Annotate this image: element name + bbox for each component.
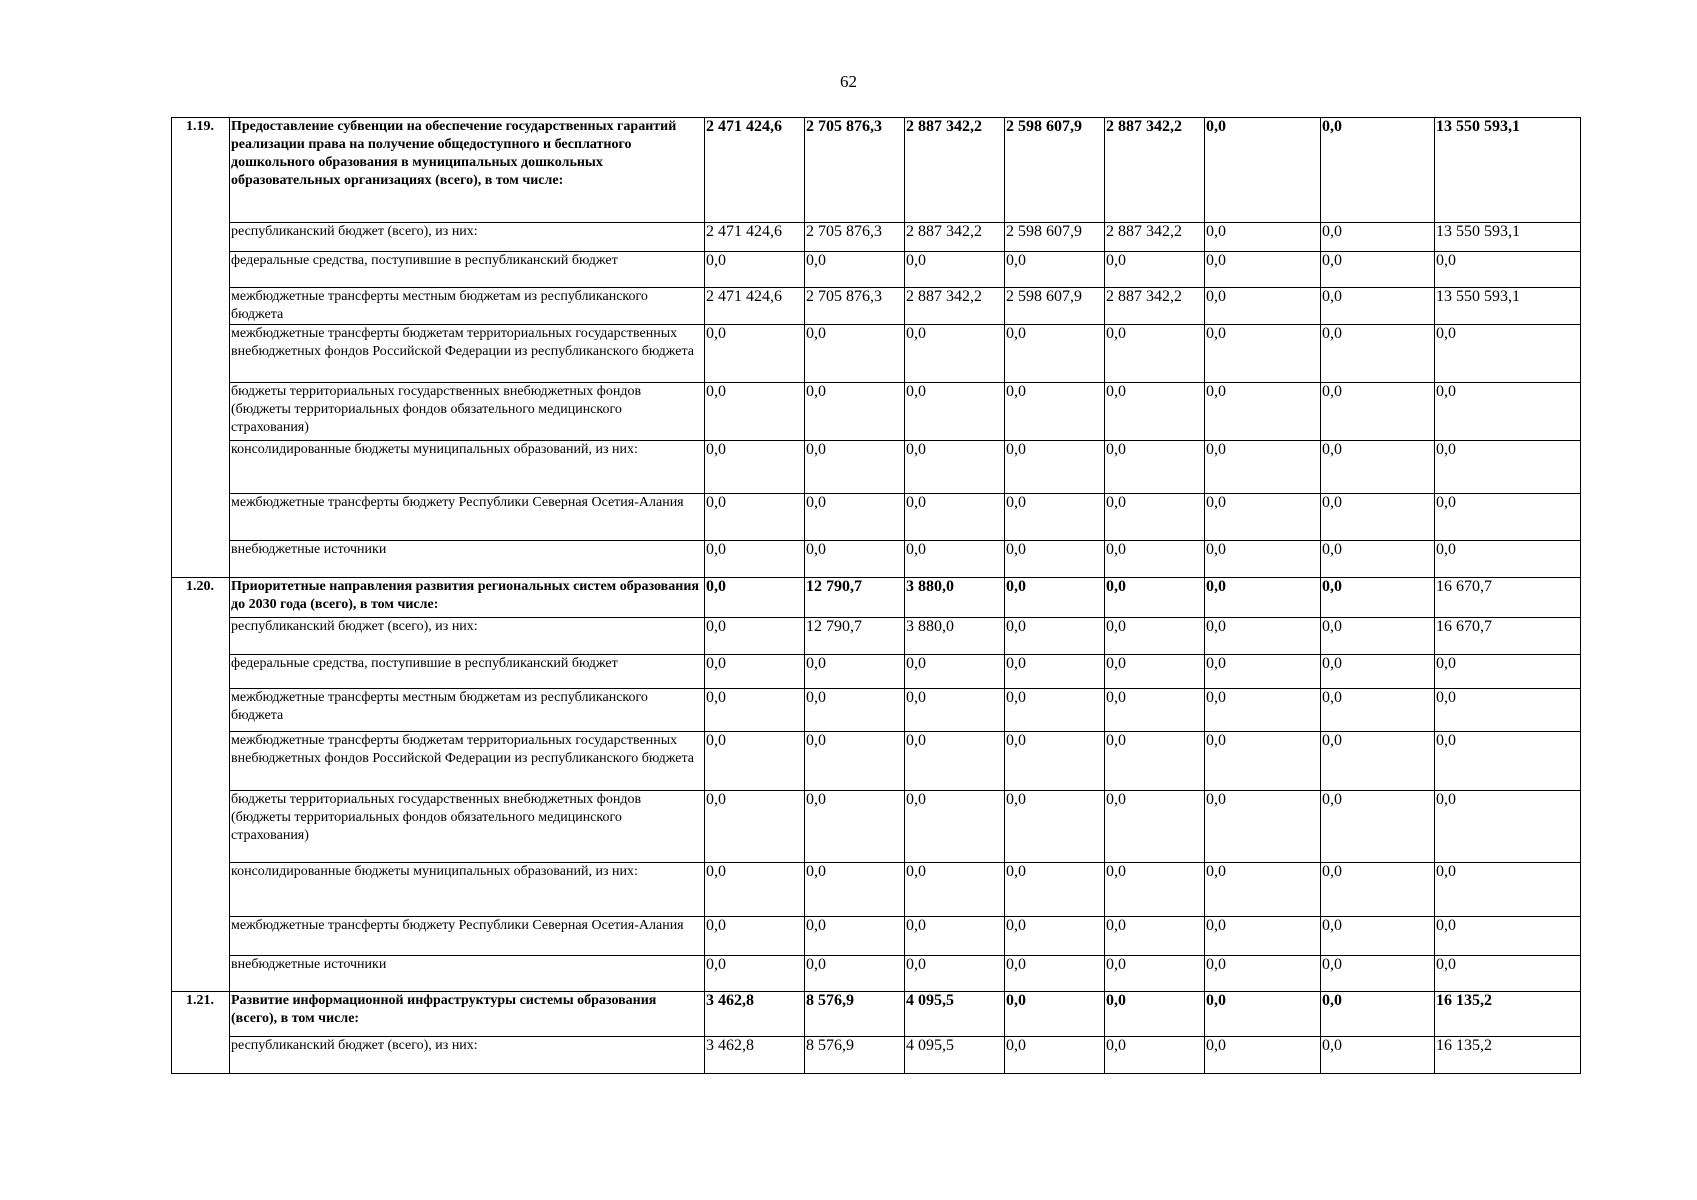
value-cell: 0,0 (1205, 118, 1321, 223)
value-cell: 0,0 (1005, 992, 1105, 1037)
value-cell: 0,0 (705, 325, 805, 383)
value-cell: 0,0 (1205, 956, 1321, 992)
value-cell: 0,0 (705, 441, 805, 494)
value-cell: 0,0 (1321, 383, 1435, 441)
value-cell: 0,0 (1005, 383, 1105, 441)
value-cell: 0,0 (1205, 863, 1321, 917)
value-cell: 0,0 (1005, 791, 1105, 863)
value-cell: 0,0 (805, 655, 905, 689)
row-label: внебюджетные источники (230, 541, 705, 578)
value-cell: 0,0 (1005, 494, 1105, 541)
value-cell: 0,0 (805, 689, 905, 732)
value-cell: 0,0 (1321, 732, 1435, 791)
value-cell: 0,0 (1205, 383, 1321, 441)
value-cell: 0,0 (1205, 541, 1321, 578)
value-cell: 0,0 (805, 494, 905, 541)
table-row (172, 288, 1581, 325)
value-cell: 0,0 (805, 863, 905, 917)
value-cell: 2 705 876,3 (805, 223, 905, 252)
value-cell: 0,0 (1205, 917, 1321, 956)
value-cell: 0,0 (1005, 441, 1105, 494)
value-cell: 0,0 (1205, 791, 1321, 863)
row-label: Предоставление субвенции на обеспечение государственных гарантий реализации права на получение общедоступного и бесплатного дошкольного образования в муниципальных дошкольных образовательных организациях (всего), в том числе: (230, 118, 705, 223)
value-cell: 0,0 (805, 541, 905, 578)
table-row (172, 494, 1581, 541)
value-cell: 0,0 (1321, 223, 1435, 252)
budget-table-body (172, 118, 1581, 1074)
value-cell: 0,0 (1105, 732, 1205, 791)
value-cell: 0,0 (1105, 541, 1205, 578)
value-cell: 0,0 (1435, 732, 1581, 791)
value-cell: 0,0 (1205, 441, 1321, 494)
value-cell: 0,0 (705, 732, 805, 791)
value-cell: 0,0 (905, 541, 1005, 578)
value-cell: 0,0 (1005, 863, 1105, 917)
table-row (172, 541, 1581, 578)
value-cell: 0,0 (705, 494, 805, 541)
value-cell: 16 670,7 (1435, 618, 1581, 655)
value-cell: 0,0 (1005, 325, 1105, 383)
value-cell: 0,0 (1105, 441, 1205, 494)
row-label: республиканский бюджет (всего), из них: (230, 618, 705, 655)
value-cell: 0,0 (705, 383, 805, 441)
value-cell: 0,0 (1321, 863, 1435, 917)
row-label: бюджеты территориальных государственных внебюджетных фондов (бюджеты территориальных фондов обязательного медицинского страхования) (230, 383, 705, 441)
value-cell: 0,0 (1005, 1037, 1105, 1074)
value-cell: 0,0 (1105, 325, 1205, 383)
value-cell: 0,0 (1105, 791, 1205, 863)
value-cell: 2 598 607,9 (1005, 118, 1105, 223)
value-cell: 0,0 (1205, 288, 1321, 325)
value-cell: 0,0 (1105, 956, 1205, 992)
value-cell: 0,0 (905, 325, 1005, 383)
value-cell: 0,0 (905, 863, 1005, 917)
value-cell: 0,0 (705, 618, 805, 655)
value-cell: 0,0 (1435, 917, 1581, 956)
row-label: бюджеты территориальных государственных внебюджетных фондов (бюджеты территориальных фондов обязательного медицинского страхования) (230, 791, 705, 863)
value-cell: 0,0 (1321, 689, 1435, 732)
value-cell: 0,0 (805, 441, 905, 494)
value-cell: 0,0 (1205, 655, 1321, 689)
row-label: межбюджетные трансферты бюджетам территориальных государственных внебюджетных фондов Российской Федерации из республиканского бюджета (230, 732, 705, 791)
table-row (172, 252, 1581, 288)
value-cell: 0,0 (905, 732, 1005, 791)
value-cell: 0,0 (1435, 541, 1581, 578)
row-label: консолидированные бюджеты муниципальных образований, из них: (230, 441, 705, 494)
value-cell: 0,0 (1205, 578, 1321, 618)
row-label: межбюджетные трансферты бюджету Республики Северная Осетия-Алания (230, 917, 705, 956)
table-row (172, 791, 1581, 863)
value-cell: 0,0 (1005, 541, 1105, 578)
row-label: Развитие информационной инфраструктуры системы образования (всего), в том числе: (230, 992, 705, 1037)
table-row (172, 1037, 1581, 1074)
value-cell: 0,0 (1105, 578, 1205, 618)
value-cell: 0,0 (1435, 252, 1581, 288)
value-cell: 0,0 (1321, 325, 1435, 383)
value-cell: 2 887 342,2 (1105, 288, 1205, 325)
table-row (172, 655, 1581, 689)
value-cell: 0,0 (1105, 992, 1205, 1037)
value-cell: 0,0 (1105, 252, 1205, 288)
section-code: 1.20. (172, 578, 230, 992)
page-number: 62 (840, 72, 857, 91)
value-cell: 4 095,5 (905, 1037, 1005, 1074)
value-cell: 3 880,0 (905, 578, 1005, 618)
value-cell: 0,0 (1321, 541, 1435, 578)
value-cell: 0,0 (705, 791, 805, 863)
value-cell: 0,0 (905, 383, 1005, 441)
value-cell: 0,0 (1105, 689, 1205, 732)
value-cell: 0,0 (1321, 992, 1435, 1037)
value-cell: 2 887 342,2 (1105, 223, 1205, 252)
value-cell: 0,0 (1105, 863, 1205, 917)
table-row (172, 863, 1581, 917)
table-row (172, 917, 1581, 956)
value-cell: 0,0 (1205, 689, 1321, 732)
value-cell: 2 598 607,9 (1005, 288, 1105, 325)
value-cell: 2 887 342,2 (905, 288, 1005, 325)
value-cell: 13 550 593,1 (1435, 118, 1581, 223)
value-cell: 13 550 593,1 (1435, 223, 1581, 252)
value-cell: 0,0 (705, 541, 805, 578)
value-cell: 0,0 (805, 252, 905, 288)
value-cell: 0,0 (905, 956, 1005, 992)
value-cell: 0,0 (1435, 791, 1581, 863)
value-cell: 0,0 (1205, 618, 1321, 655)
value-cell: 0,0 (905, 791, 1005, 863)
row-label: Приоритетные направления развития региональных систем образования до 2030 года (всего), в том числе: (230, 578, 705, 618)
row-label: федеральные средства, поступившие в республиканский бюджет (230, 655, 705, 689)
value-cell: 0,0 (1435, 325, 1581, 383)
value-cell: 2 705 876,3 (805, 118, 905, 223)
table-row (172, 223, 1581, 252)
value-cell: 0,0 (905, 494, 1005, 541)
table-row (172, 992, 1581, 1037)
value-cell: 0,0 (1105, 383, 1205, 441)
value-cell: 0,0 (1105, 1037, 1205, 1074)
value-cell: 0,0 (905, 689, 1005, 732)
value-cell: 0,0 (905, 655, 1005, 689)
table-row (172, 325, 1581, 383)
value-cell: 0,0 (1005, 956, 1105, 992)
table-row (172, 118, 1581, 223)
value-cell: 16 135,2 (1435, 1037, 1581, 1074)
value-cell: 0,0 (1321, 288, 1435, 325)
value-cell: 0,0 (1005, 618, 1105, 655)
value-cell: 0,0 (805, 383, 905, 441)
value-cell: 0,0 (1105, 917, 1205, 956)
value-cell: 0,0 (805, 917, 905, 956)
value-cell: 0,0 (905, 441, 1005, 494)
value-cell: 0,0 (1005, 689, 1105, 732)
value-cell: 4 095,5 (905, 992, 1005, 1037)
value-cell: 2 705 876,3 (805, 288, 905, 325)
value-cell: 2 471 424,6 (705, 118, 805, 223)
table-row (172, 441, 1581, 494)
value-cell: 0,0 (805, 791, 905, 863)
value-cell: 0,0 (905, 252, 1005, 288)
section-code: 1.21. (172, 992, 230, 1074)
value-cell: 0,0 (1205, 325, 1321, 383)
value-cell: 0,0 (705, 578, 805, 618)
value-cell: 0,0 (1321, 791, 1435, 863)
table-row (172, 689, 1581, 732)
row-label: федеральные средства, поступившие в республиканский бюджет (230, 252, 705, 288)
value-cell: 3 880,0 (905, 618, 1005, 655)
value-cell: 0,0 (1105, 655, 1205, 689)
budget-table (171, 117, 1581, 1074)
value-cell: 0,0 (1321, 917, 1435, 956)
value-cell: 0,0 (1321, 441, 1435, 494)
row-label: консолидированные бюджеты муниципальных образований, из них: (230, 863, 705, 917)
value-cell: 0,0 (1105, 494, 1205, 541)
row-label: республиканский бюджет (всего), из них: (230, 1037, 705, 1074)
value-cell: 0,0 (905, 917, 1005, 956)
value-cell: 16 135,2 (1435, 992, 1581, 1037)
table-row (172, 383, 1581, 441)
value-cell: 0,0 (705, 655, 805, 689)
value-cell: 2 471 424,6 (705, 223, 805, 252)
value-cell: 8 576,9 (805, 992, 905, 1037)
row-label: межбюджетные трансферты бюджетам территориальных государственных внебюджетных фондов Российской Федерации из республиканского бюджета (230, 325, 705, 383)
value-cell: 0,0 (1005, 655, 1105, 689)
row-label: межбюджетные трансферты местным бюджетам из республиканского бюджета (230, 288, 705, 325)
value-cell: 0,0 (1205, 252, 1321, 288)
value-cell: 0,0 (1435, 689, 1581, 732)
value-cell: 2 887 342,2 (905, 223, 1005, 252)
value-cell: 0,0 (805, 732, 905, 791)
value-cell: 0,0 (805, 956, 905, 992)
row-label: межбюджетные трансферты бюджету Республики Северная Осетия-Алания (230, 494, 705, 541)
value-cell: 0,0 (1321, 1037, 1435, 1074)
value-cell: 0,0 (1321, 618, 1435, 655)
table-row (172, 578, 1581, 618)
value-cell: 0,0 (1435, 655, 1581, 689)
value-cell: 0,0 (1105, 618, 1205, 655)
value-cell: 3 462,8 (705, 1037, 805, 1074)
value-cell: 0,0 (1435, 863, 1581, 917)
value-cell: 0,0 (1205, 732, 1321, 791)
value-cell: 0,0 (1205, 992, 1321, 1037)
value-cell: 2 887 342,2 (1105, 118, 1205, 223)
value-cell: 0,0 (1005, 578, 1105, 618)
value-cell: 2 598 607,9 (1005, 223, 1105, 252)
value-cell: 8 576,9 (805, 1037, 905, 1074)
value-cell: 0,0 (1321, 494, 1435, 541)
value-cell: 0,0 (1321, 118, 1435, 223)
value-cell: 13 550 593,1 (1435, 288, 1581, 325)
value-cell: 0,0 (1205, 223, 1321, 252)
value-cell: 0,0 (1435, 441, 1581, 494)
value-cell: 0,0 (1205, 494, 1321, 541)
value-cell: 0,0 (1205, 1037, 1321, 1074)
value-cell: 3 462,8 (705, 992, 805, 1037)
section-code: 1.19. (172, 118, 230, 578)
value-cell: 0,0 (1435, 383, 1581, 441)
value-cell: 0,0 (1005, 732, 1105, 791)
value-cell: 0,0 (1435, 956, 1581, 992)
value-cell: 0,0 (1005, 252, 1105, 288)
value-cell: 16 670,7 (1435, 578, 1581, 618)
value-cell: 0,0 (1321, 655, 1435, 689)
value-cell: 0,0 (1435, 494, 1581, 541)
value-cell: 0,0 (705, 917, 805, 956)
value-cell: 0,0 (705, 863, 805, 917)
value-cell: 0,0 (705, 252, 805, 288)
value-cell: 12 790,7 (805, 618, 905, 655)
value-cell: 0,0 (805, 325, 905, 383)
value-cell: 0,0 (1321, 252, 1435, 288)
row-label: внебюджетные источники (230, 956, 705, 992)
value-cell: 0,0 (1321, 956, 1435, 992)
value-cell: 12 790,7 (805, 578, 905, 618)
table-row (172, 618, 1581, 655)
value-cell: 0,0 (705, 689, 805, 732)
row-label: республиканский бюджет (всего), из них: (230, 223, 705, 252)
table-row (172, 956, 1581, 992)
value-cell: 2 887 342,2 (905, 118, 1005, 223)
value-cell: 0,0 (1321, 578, 1435, 618)
table-row (172, 732, 1581, 791)
value-cell: 2 471 424,6 (705, 288, 805, 325)
row-label: межбюджетные трансферты местным бюджетам из республиканского бюджета (230, 689, 705, 732)
value-cell: 0,0 (1005, 917, 1105, 956)
value-cell: 0,0 (705, 956, 805, 992)
